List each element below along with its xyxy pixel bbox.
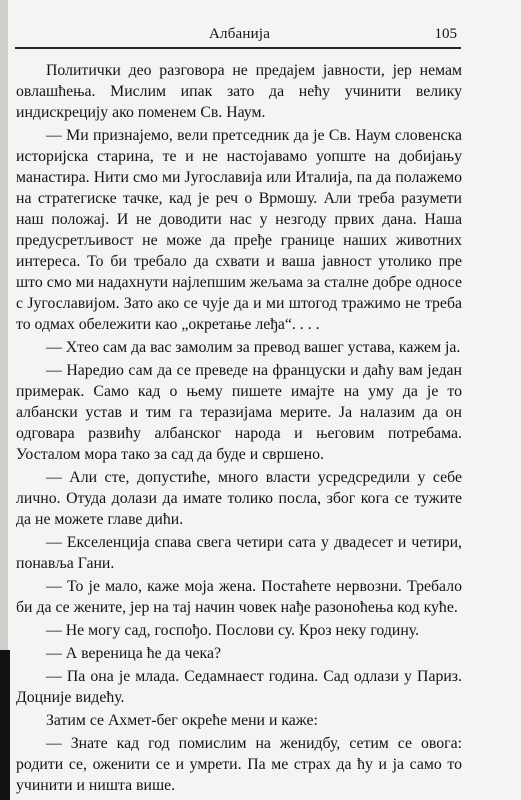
- page-number: 105: [434, 26, 457, 42]
- page-body-text: [16, 60, 462, 798]
- paragraph: — Па она је млада. Седамнаест година. Сад одлази у Париз. Доцније видећу.: [16, 668, 462, 706]
- paragraph: — Али сте, допустиће, много власти усредсредили у себе лично. Отуда долази да имате толико посла, због кога се тужите да не можете главе дићи.: [16, 469, 462, 528]
- paragraph: — То је мало, каже моја жена. Постаћете нервозни. Требало би да се жените, јер на тај начин човек нађе разоноћења код куће.: [16, 578, 462, 616]
- paragraph: — Наредио сам да се преведе на француски и даћу вам један примерак. Само кад о њему пишете имајте на уму да је то албански устав и тим га теразијама мерите. Ја налазим да он одговара развићу албанског народа и његовим потребама. Уосталом мора тако за сад да буде и свршено.: [16, 362, 462, 463]
- paragraph: — Не могу сад, госпођо. Послови су. Кроз неку годину.: [46, 622, 420, 639]
- paragraph: Затим се Ахмет-бег окреће мени и каже:: [46, 712, 318, 729]
- paragraph: — Хтео сам да вас замолим за превод вашег устава, кажем ја.: [46, 339, 461, 356]
- scan-shadow: [0, 650, 10, 800]
- paragraph: — Екселенција спава свега четири сата у двадесет и четири, понавља Гани.: [16, 534, 462, 572]
- page-header: [15, 25, 461, 49]
- running-title: Албанија: [209, 26, 271, 42]
- paragraph: Политички део разговора не предајем јавности, јер немам овлашћења. Мислим ипак зато да нећу учинити велику индискрецију ако поменем Св. Наум.: [16, 62, 462, 121]
- paragraph: — Знате кад год помислим на женидбу, сетим се овога: родити се, оженити се и умрети. Па ме страх да ћу и ја само то учинити и ништа више.: [16, 735, 462, 794]
- paragraph: — А вереница ће да чека?: [46, 645, 221, 662]
- paragraph: — Ми признајемо, вели претседник да је Св. Наум словенска историјска старина, те и не настојавамо уопште на добијању манастира. Нити смо ми Југославија или Италија, па да полажемо на стратегиске тачке, кад је реч о Врмошу. Али треба разумети наш положај. И не доводити нас у незгоду првих дана. Наша предусретљивост не може да пређе границе наших животних интереса. То би требало да схвати и ваша јавност утолико пре што смо ми надахнути најлепшим жељама за сталне добре односе с Југославијом. Зато ако се чује да и ми штогод тражимо не треба то одмах обележити као „окретање леђа“. . . .: [16, 127, 462, 333]
